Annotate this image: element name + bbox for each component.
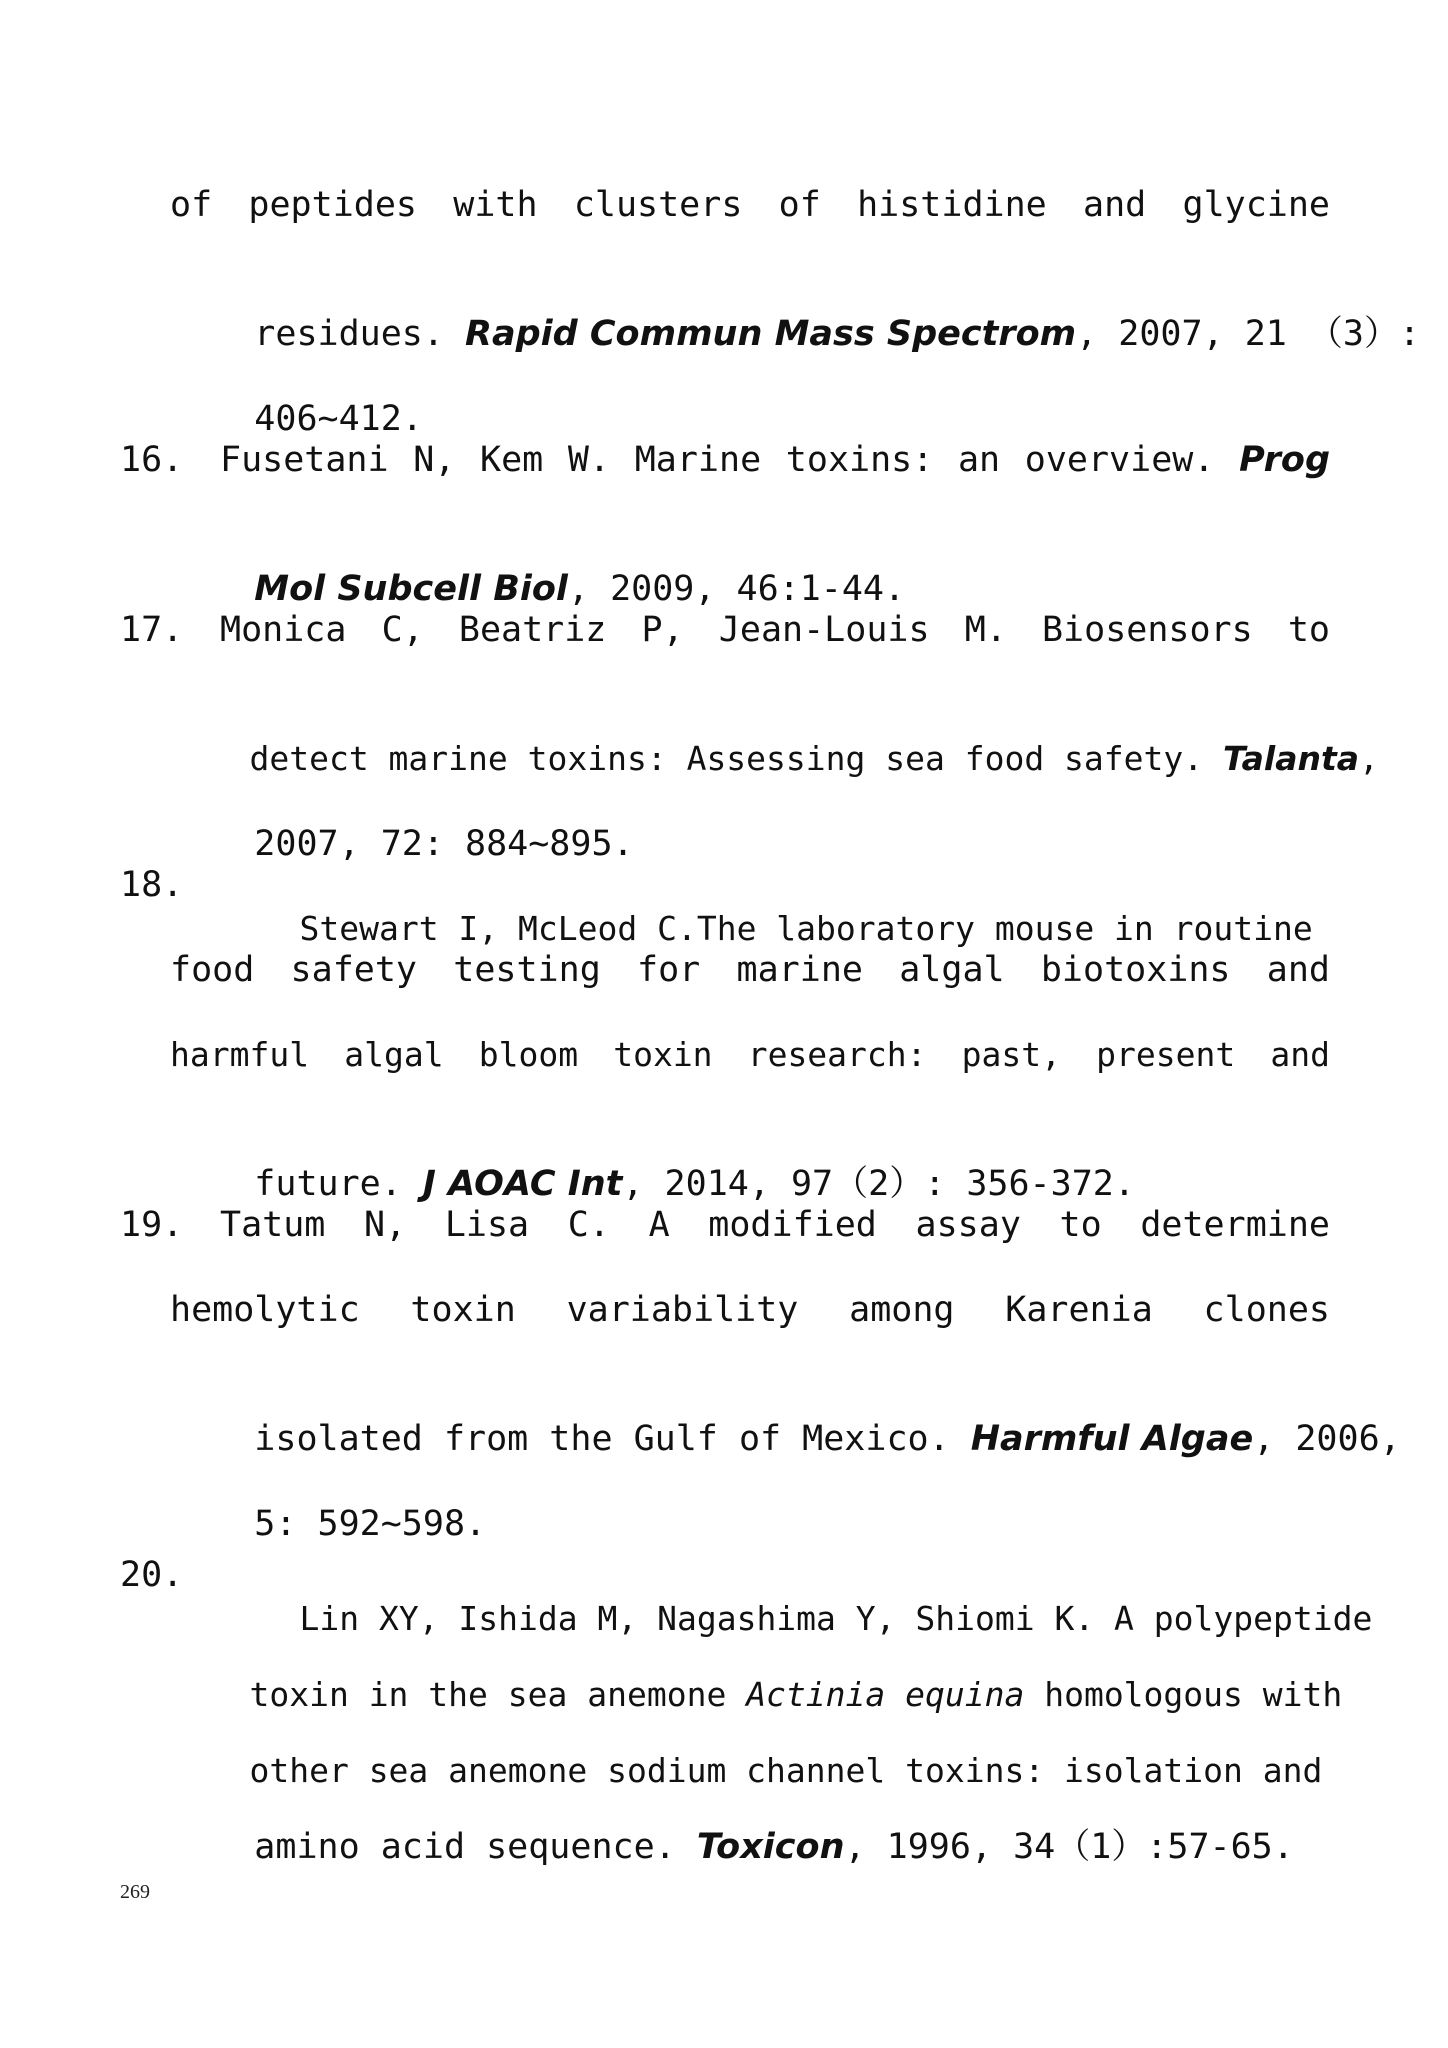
journal-title: Mol Subcell Biol — [254, 569, 568, 609]
ref17-number: 17. — [120, 610, 184, 650]
ref16-line2: Mol Subcell Biol, 2009, 46:1-44. — [254, 569, 906, 609]
ref20-line3: other sea anemone sodium channel toxins: isolation and — [249, 1751, 1323, 1790]
ref19-line3: isolated from the Gulf of Mexico. Harmful Algae, 2006, — [254, 1419, 1401, 1459]
ref16-number: 16. — [120, 440, 184, 480]
ref19-line2: hemolytic toxin variability among Karenia clones — [170, 1290, 1330, 1330]
journal-title: Toxicon — [696, 1827, 845, 1867]
ref17-line2: detect marine toxins: Assessing sea food safety. Talanta, — [249, 739, 1379, 778]
ref17-line1: Monica C, Beatriz P, Jean-Louis M. Biosensors to — [220, 610, 1330, 650]
ref20-number: 20. — [120, 1555, 184, 1595]
ref18-line2: food safety testing for marine algal biotoxins and — [170, 950, 1330, 990]
ref19-number: 19. — [120, 1205, 184, 1245]
ref18-number: 18. — [120, 865, 184, 905]
ref19-line4: 5: 592~598. — [254, 1504, 487, 1544]
journal-title: Talanta — [1223, 739, 1359, 778]
ref17-line3: 2007, 72: 884~895. — [254, 824, 634, 864]
journal-title: Prog — [1239, 440, 1330, 480]
ref20-line4: amino acid sequence. Toxicon, 1996, 34（1）:57-65. — [254, 1827, 1294, 1867]
ref18-line1: Stewart I, McLeod C.The laboratory mouse in routine — [299, 909, 1313, 948]
ref15-line1: of peptides with clusters of histidine and glycine — [170, 185, 1330, 225]
ref20-line2: toxin in the sea anemone Actinia equina homologous with — [249, 1675, 1343, 1714]
species-name: Actinia equina — [746, 1675, 1025, 1714]
ref20-line1: Lin XY, Ishida M, Nagashima Y, Shiomi K. A polypeptide — [299, 1599, 1373, 1638]
ref18-line4: future. J AOAC Int, 2014, 97（2）: 356-372. — [254, 1164, 1135, 1204]
journal-title: Rapid Commun Mass Spectrom — [465, 314, 1077, 354]
ref16-line1: Fusetani N, Kem W. Marine toxins: an overview. Prog — [220, 440, 1330, 480]
ref15-line2: residues. Rapid Commun Mass Spectrom, 2007, 21 （3）: — [254, 314, 1421, 354]
journal-title: Harmful Algae — [970, 1419, 1254, 1459]
page-number: 269 — [120, 1881, 150, 1903]
ref19-line1: Tatum N, Lisa C. A modified assay to determine — [220, 1205, 1330, 1245]
ref15-line3: 406~412. — [254, 399, 423, 439]
ref18-line3: harmful algal bloom toxin research: past, present and — [170, 1035, 1330, 1074]
journal-title: J AOAC Int — [422, 1164, 623, 1204]
